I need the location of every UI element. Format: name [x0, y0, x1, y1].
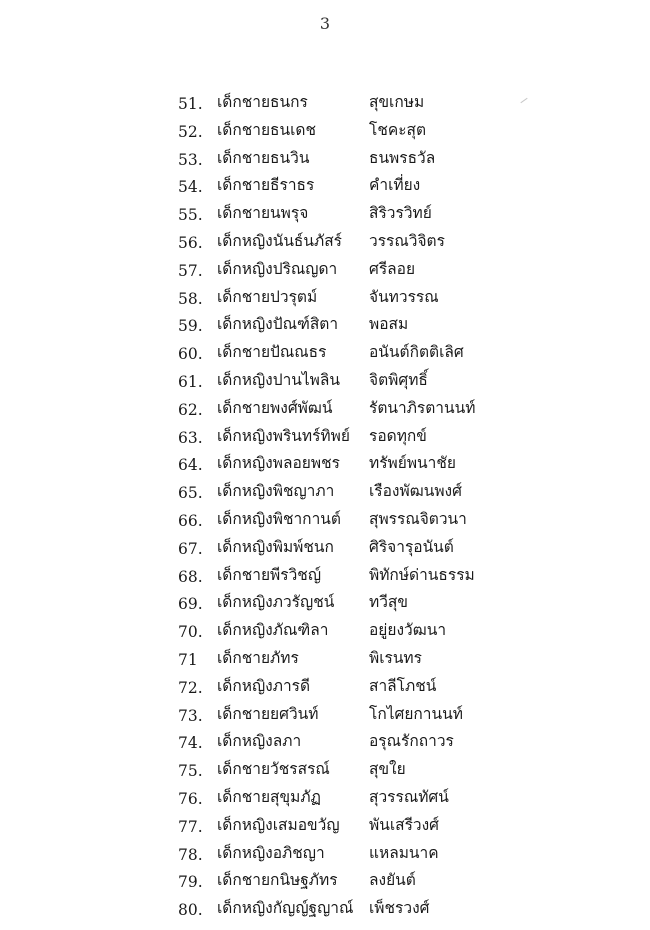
entry-number: 55. [178, 206, 203, 225]
entry-last-name: สุขเกษม [369, 93, 425, 111]
entry-number: 51. [178, 95, 203, 113]
entry-first-name: เด็กหญิงภัณฑิลา [217, 621, 329, 640]
entry-first-name: เด็กชายปัณณธร [217, 343, 327, 362]
entry-first-name: เด็กชายนพรุจ [217, 204, 309, 223]
entry-first-name: เด็กหญิงพิชากานต์ [217, 509, 341, 528]
entry-first-name: เด็กชายยศวินท์ [217, 704, 319, 723]
list-item [0, 229, 650, 257]
list-item [0, 146, 650, 174]
list-item [0, 396, 650, 424]
entry-first-name: เด็กหญิงปัณฑ์สิตา [217, 315, 339, 334]
entry-number: 72. [178, 678, 203, 697]
entry-last-name: ธนพรธวัล [369, 148, 436, 167]
list-item [0, 785, 650, 813]
list-item [0, 590, 650, 618]
entry-number: 53. [178, 150, 203, 169]
entry-number: 79. [178, 873, 203, 892]
page-number: 3 [319, 14, 331, 33]
entry-last-name: พันเสรีวงศ์ [369, 815, 440, 834]
list-item [0, 757, 650, 785]
entry-first-name: เด็กหญิงปานไพลิน [217, 370, 340, 389]
entry-first-name: เด็กหญิงพรินทร์ทิพย์ [217, 426, 350, 445]
entry-last-name: อรุณรักถาวร [369, 732, 454, 751]
entry-number: 62. [178, 400, 203, 419]
entry-number: 71 [178, 650, 198, 669]
entry-first-name: เด็กหญิงภวรัญชน์ [217, 593, 335, 612]
list-item [0, 201, 650, 229]
entry-last-name: อนันต์กิตติเลิศ [369, 343, 464, 362]
entry-number: 63. [178, 428, 203, 447]
list-item [0, 646, 650, 674]
entry-last-name: เพ็ชรวงศ์ [369, 899, 430, 918]
entry-last-name: สุพรรณจิตวนา [369, 509, 467, 528]
entry-number: 57. [178, 261, 203, 280]
entry-number: 75. [178, 762, 203, 781]
entry-number: 78. [178, 845, 203, 864]
entry-number: 76. [178, 789, 203, 808]
entry-first-name: เด็กหญิงนันธ์นภัสร์ [217, 231, 342, 250]
entry-number: 61. [178, 372, 203, 391]
entry-first-name: เด็กหญิงเสมอขวัญ [217, 815, 340, 834]
list-item [0, 535, 650, 563]
entry-last-name: สุขใย [369, 760, 406, 779]
entry-first-name: เด็กชายวัชรสรณ์ [217, 760, 330, 779]
entry-first-name: เด็กชายธนกร [217, 93, 308, 111]
entry-last-name: โกไศยกานนท์ [369, 704, 463, 723]
entry-first-name: เด็กชายธนวิน [217, 148, 310, 167]
list-item [0, 813, 650, 841]
entry-last-name: รัตนาภิรตานนท์ [369, 398, 476, 417]
entry-last-name: อยู่ยงวัฒนา [369, 621, 447, 640]
student-name-list [0, 90, 650, 924]
entry-number: 64. [178, 456, 203, 475]
entry-number: 54. [178, 178, 203, 197]
entry-number: 70. [178, 623, 203, 642]
list-item [0, 285, 650, 313]
list-item [0, 841, 650, 869]
entry-last-name: สุวรรณทัศน์ [369, 787, 449, 806]
entry-number: 69. [178, 595, 203, 614]
entry-last-name: สิริวรวิทย์ [369, 204, 432, 223]
list-item [0, 674, 650, 702]
list-item [0, 479, 650, 507]
entry-number: 73. [178, 706, 203, 725]
entry-first-name: เด็กชายธีราธร [217, 176, 315, 195]
entry-last-name: ศิริจารุอนันต์ [369, 537, 454, 556]
entry-last-name: พิทักษ์ด่านธรรม [369, 565, 475, 584]
entry-number: 77. [178, 817, 203, 836]
entry-number: 74. [178, 734, 203, 753]
list-item [0, 340, 650, 368]
list-item [0, 424, 650, 452]
entry-last-name: วรรณวิจิตร [369, 231, 445, 250]
list-item [0, 312, 650, 340]
list-item [0, 118, 650, 146]
entry-first-name: เด็กชายธนเดช [217, 120, 316, 139]
entry-number: 68. [178, 567, 203, 586]
list-item [0, 507, 650, 535]
entry-first-name: เด็กชายพงศ์พัฒน์ [217, 398, 333, 417]
entry-first-name: เด็กชายพีรวิชญ์ [217, 565, 322, 584]
entry-first-name: เด็กหญิงกัญญ์ฐญาณ์ [217, 899, 354, 918]
list-item [0, 702, 650, 730]
entry-number: 59. [178, 317, 203, 336]
entry-first-name: เด็กหญิงพิมพ์ชนก [217, 537, 334, 556]
list-item [0, 451, 650, 479]
list-item [0, 729, 650, 757]
entry-last-name: โชคะสุต [369, 120, 427, 139]
list-item [0, 896, 650, 924]
entry-last-name: ทวีสุข [369, 593, 408, 612]
list-item [0, 868, 650, 896]
list-item [0, 618, 650, 646]
entry-last-name: รอดทุกข์ [369, 426, 427, 445]
entry-first-name: เด็กหญิงพิชญาภา [217, 482, 335, 501]
entry-number: 66. [178, 511, 203, 530]
entry-first-name: เด็กหญิงอภิชญา [217, 843, 325, 862]
list-item [0, 257, 650, 285]
entry-number: 58. [178, 289, 203, 308]
entry-first-name: เด็กหญิงปริณญดา [217, 259, 338, 278]
entry-last-name: พอสม [369, 315, 409, 334]
entry-number: 52. [178, 122, 203, 141]
entry-number: 65. [178, 484, 203, 503]
entry-first-name: เด็กชายกนิษฐภัทร [217, 871, 338, 890]
list-item [0, 173, 650, 201]
entry-last-name: แหลมนาค [369, 843, 439, 862]
entry-first-name: เด็กชายปวรุตม์ [217, 287, 318, 306]
entry-last-name: จันทวรรณ [369, 287, 439, 306]
entry-last-name: จิตพิศุทธิ์ [369, 370, 428, 389]
entry-first-name: เด็กชายสุขุมภัฏ [217, 787, 321, 806]
entry-number: 60. [178, 345, 203, 364]
entry-last-name: พิเรนทร [369, 648, 422, 667]
entry-first-name: เด็กหญิงพลอยพชร [217, 454, 340, 473]
entry-number: 80. [178, 901, 203, 920]
list-item [0, 563, 650, 591]
entry-last-name: ศรีลอย [369, 259, 416, 278]
entry-number: 67. [178, 539, 203, 558]
entry-first-name: เด็กหญิงภารดี [217, 676, 311, 695]
entry-last-name: ทรัพย์พนาชัย [369, 454, 456, 473]
entry-first-name: เด็กชายภัทร [217, 648, 299, 667]
entry-last-name: สาลีโภชน์ [369, 676, 437, 695]
entry-number: 56. [178, 233, 203, 252]
list-item [0, 90, 650, 118]
list-item [0, 368, 650, 396]
entry-last-name: คำเที่ยง [369, 176, 421, 195]
entry-last-name: เรืองพัฒนพงศ์ [369, 482, 462, 501]
entry-last-name: ลงยันต์ [369, 871, 416, 890]
entry-first-name: เด็กหญิงลภา [217, 732, 302, 751]
